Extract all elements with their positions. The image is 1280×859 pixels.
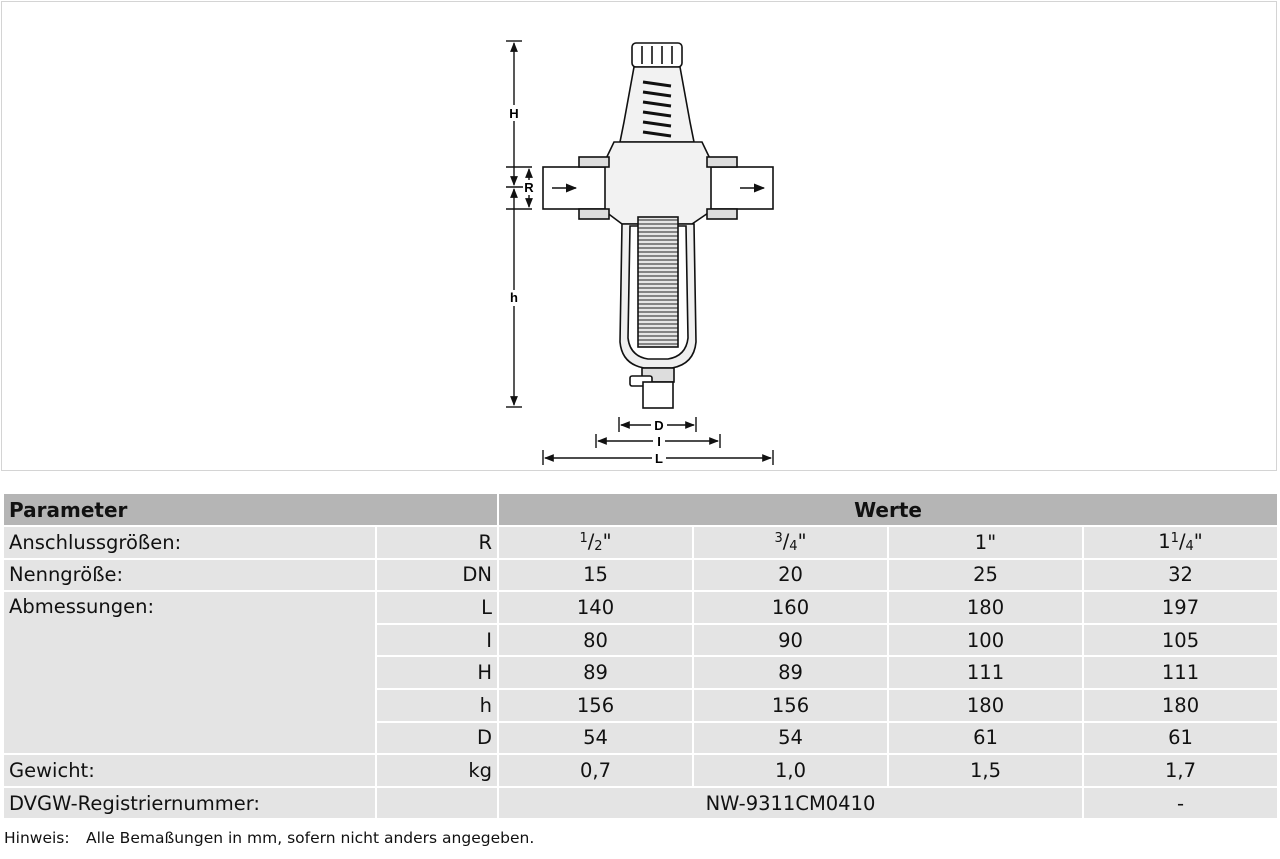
row-symbol-dimension: I [376,624,498,657]
row-label-dimensions: Abmessungen: [3,591,376,754]
dim-label-L: L [655,451,663,466]
row-symbol-connection: R [376,526,498,559]
table-cell: 100 [888,624,1083,657]
dim-label-h: h [510,290,518,305]
table-cell: 0,7 [498,754,693,787]
table-cell: 1,5 [888,754,1083,787]
connection-size-cell: $^1/_2$" [498,526,693,559]
table-cell: 89 [498,656,693,689]
row-label-connection: Anschlussgrößen: [3,526,376,559]
row-symbol-nominal: DN [376,559,498,592]
row-symbol-weight: kg [376,754,498,787]
table-cell: 32 [1083,559,1278,592]
table-cell: 180 [888,689,1083,722]
table-cell: 180 [888,591,1083,624]
table-cell: 156 [693,689,888,722]
table-cell: 25 [888,559,1083,592]
dvgw-number-last: - [1083,787,1278,820]
drawing-panel [1,1,1277,471]
valve-body [543,43,773,408]
table-cell: 90 [693,624,888,657]
dvgw-number: NW-9311CM0410 [498,787,1083,820]
table-cell: 61 [1083,722,1278,755]
row-symbol-dimension: H [376,656,498,689]
table-cell: 15 [498,559,693,592]
table-row [3,591,1278,624]
table-cell: 111 [888,656,1083,689]
table-cell: 61 [888,722,1083,755]
footnote-text: Alle Bemaßungen in mm, sofern nicht anders angegeben. [86,829,535,847]
row-label-nominal: Nenngröße: [3,559,376,592]
footnote-label: Hinweis: [4,829,70,847]
table-cell: 160 [693,591,888,624]
table-cell: 80 [498,624,693,657]
table-row [3,754,1278,787]
specification-table [2,492,1279,820]
dim-label-D: D [654,418,664,433]
row-label-dvgw: DVGW-Registriernummer: [3,787,376,820]
footnote [4,829,534,847]
table-cell: 156 [498,689,693,722]
row-symbol-dimension: D [376,722,498,755]
dim-label-H: H [509,106,519,121]
table-cell: 54 [498,722,693,755]
row-symbol-dvgw [376,787,498,820]
table-cell: 1,0 [693,754,888,787]
table-header-row [3,493,1278,526]
valve-drawing [2,2,1278,472]
dim-label-I: I [657,434,661,449]
table-cell: 180 [1083,689,1278,722]
vertical-dimensions [506,41,532,407]
table-cell: 54 [693,722,888,755]
row-symbol-dimension: L [376,591,498,624]
table-cell: 105 [1083,624,1278,657]
table-cell: 197 [1083,591,1278,624]
connection-size-cell: 1" [888,526,1083,559]
header-values: Werte [498,493,1278,526]
table-cell: 111 [1083,656,1278,689]
table-cell: 1,7 [1083,754,1278,787]
table-row [3,787,1278,820]
row-symbol-dimension: h [376,689,498,722]
table-cell: 20 [693,559,888,592]
dim-label-R: R [524,180,534,195]
header-parameter: Parameter [3,493,498,526]
connection-size-cell: $^3/_4$" [693,526,888,559]
table-cell: 140 [498,591,693,624]
table-row [3,559,1278,592]
connection-size-cell: $1^1/_4$" [1083,526,1278,559]
table-cell: 89 [693,656,888,689]
table-row [3,526,1278,559]
row-label-weight: Gewicht: [3,754,376,787]
